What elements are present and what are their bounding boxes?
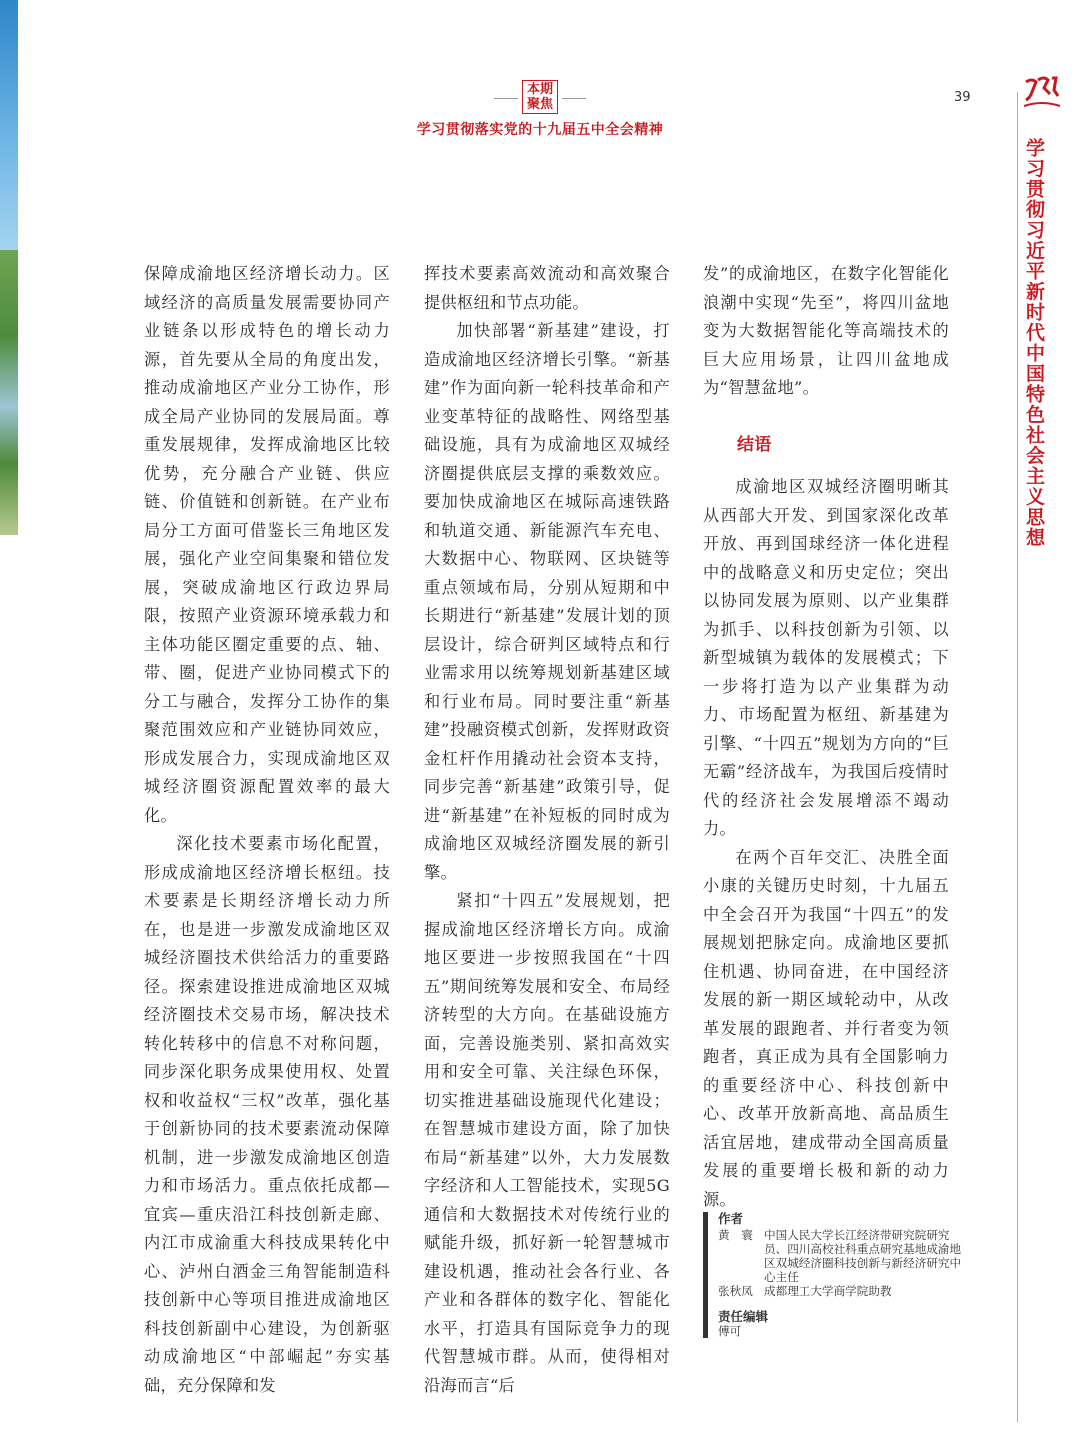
article-column-3 [703,260,949,1214]
author-entry [718,1228,968,1284]
article-column-1 [144,260,390,1400]
paragraph: 成渝地区双城经济圈明晰其从西部大开发、到国家深化改革开放、再到国球经济一体化进程中的战略意义和历史定位；突出以协同发展为原则、以产业集群为抓手、以科技创新为引领、以新型城镇为载体的发展模式；下一步将打造为以产业集群为动力、市场配置为枢纽、新基建为引擎、“十四五”规划为方向的“巨无霸”经济战车，为我国后疫情时代的经济社会发展增添不竭动力。 [703,477,949,838]
editor-name: 傅可 [718,1324,742,1338]
editor-label: 责任编辑 [718,1309,769,1324]
conclusion-heading: 结语 [737,434,772,455]
cover-photo-edge [0,0,18,535]
paragraph: 保障成渝地区经济增长动力。区域经济的高质量发展需要协同产业链条以形成特色的增长动力源，首先要从全局的角度出发，推动成渝地区产业分工协作，形成全局产业协同的发展局面。尊重发展规律，发挥成渝地区比较优势，充分融合产业链、供应链、价值链和创新链。在产业布局分工方面可借鉴长三角地区发展，强化产业空间集聚和错位发展，突破成渝地区行政边界局限，按照产业资源环境承载力和主体功能区圈定重要的点、轴、带、圈，促进产业协同模式下的分工与融合，发挥分工协作的集聚范围效应和产业链协同效应，形成发展合力，实现成渝地区双城经济圈资源配置效率的最大化。 [144,264,390,825]
paragraph: 加快部署“新基建”建设，打造成渝地区经济增长引擎。“新基建”作为面向新一轮科技革命和产业变革特征的战略性、网络型基础设施，具有为成渝地区双城经济圈提供底层支撑的乘数效应。要加快成渝地区在城际高速铁路和轨道交通、新能源汽车充电、大数据中心、物联网、区块链等重点领域布局，分别从短期和中长期进行“新基建”发展计划的顶层设计，综合研判区域特点和行业需求用以统筹规划新基建区域和行业布局。同时要注重“新基建”投融资模式创新，发挥财政资金杠杆作用撬动社会资本支持，同步完善“新基建”政策引导，促进“新基建”在补短板的同时成为成渝地区双城经济圈发展的新引擎。 [424,321,670,882]
side-rule [1017,92,1018,1422]
author-info [703,1212,968,1338]
paragraph: 发”的成渝地区，在数字化智能化浪潮中实现“先至”，将四川盆地变为大数据智能化等高端技术的巨大应用场景，让四川盆地成为“智慧盆地”。 [703,264,949,397]
side-column-title: 学习贯彻习近平新时代中国特色社会主义思想 [1023,138,1045,548]
paragraph: 挥技术要素高效流动和高效聚合提供枢纽和节点功能。 [424,264,670,312]
magazine-logo-icon [1022,72,1062,116]
author-affiliation: 成都理工大学商学院助教 [764,1284,892,1298]
author-name: 黄 寰 [718,1228,753,1242]
page-number: 39 [954,90,971,105]
paragraph: 深化技术要素市场化配置，形成成渝地区经济增长枢纽。技术要素是长期经济增长动力所在，也是进一步激发成渝地区双城经济圈技术供给活力的重要路径。探索建设推进成渝地区双城经济圈技术交易市场，解决技术转化转移中的信息不对称问题，同步深化职务成果使用权、处置权和收益权“三权”改革，强化基于创新协同的技术要素流动保障机制，进一步激发成渝地区创造力和市场活力。重点依托成都—宜宾—重庆沿江科技创新走廊、内江市成渝重大科技成果转化中心、泸州白酒金三角智能制造科技创新中心等项目推进成渝地区科技创新副中心建设，为创新驱动成渝地区“中部崛起”夯实基础，充分保障和发 [144,834,390,1395]
header-rule-left [494,98,518,99]
paragraph: 在两个百年交汇、决胜全面小康的关键历史时刻，十九届五中全会召开为我国“十四五”的发展规划把脉定向。成渝地区要抓住机遇、协同奋进，在中国经济发展的新一期区域轮动中，从改革发展的跟跑者、并行者变为领跑者，真正成为具有全国影响力的重要经济中心、科技创新中心、改革开放新高地、高品质生活宜居地，建成带动全国高质量发展的重要增长极和新的动力源。 [703,847,949,1209]
paragraph: 紧扣“十四五”发展规划，把握成渝地区经济增长方向。成渝地区要进一步按照我国在“十四五”期间统筹发展和安全、布局经济转型的大方向。在基础设施方面，完善设施类别、紧扣高效实用和安全可靠、关注绿色环保，切实推进基础设施现代化建设；在智慧城市建设方面，除了加快布局“新基建”以外，大力发展数字经济和人工智能技术，实现5G通信和大数据技术对传统行业的赋能升级，抓好新一轮智慧城市建设机遇，推动社会各行业、各产业和各群体的数字化、智能化水平，打造具有国际竞争力的现代智慧城市群。从而，使得相对沿海而言“后 [424,891,670,1395]
author-entry [718,1284,968,1298]
header-rule-right [562,98,586,99]
author-label: 作者 [718,1211,744,1226]
section-title: 学习贯彻落实党的十九届五中全会精神 [416,122,664,138]
article-column-2 [424,260,670,1400]
author-name: 张秋凤 [718,1284,753,1298]
issue-focus-badge: 本期 聚焦 [522,80,558,114]
author-affiliation: 中国人民大学长江经济带研究院研究员、四川高校社科重点研究基地成渝地区双城经济圈科技创新与新经济研究中心主任 [764,1228,962,1284]
